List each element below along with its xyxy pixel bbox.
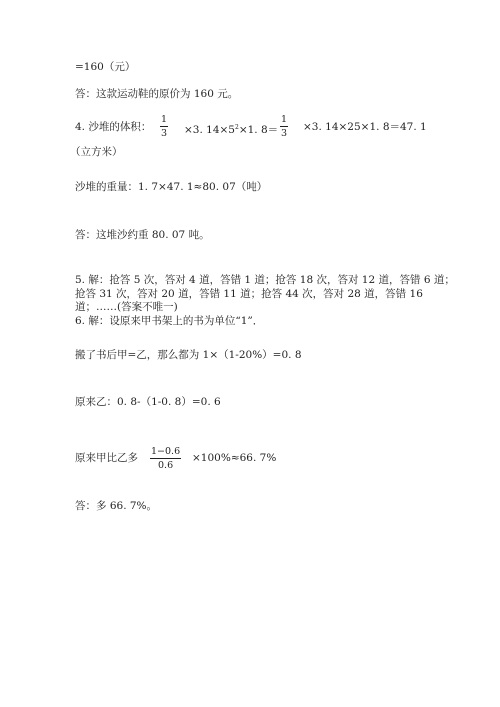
fraction-difference-ratio (150, 446, 181, 471)
problem6-setup: 6. 解：设原来甲书架上的书为单位“1”． (75, 315, 264, 327)
fraction-one-third (160, 114, 168, 139)
fraction-bar (150, 458, 181, 459)
answer-price: 答：这款运动鞋的原价为 160 元。 (75, 88, 239, 100)
fraction-denominator: 3 (281, 128, 288, 139)
sand-volume-expression-part2: ×3. 14×25×1. 8＝47. 1 (303, 121, 427, 133)
fraction-numerator: 1−0.6 (151, 446, 181, 457)
problem5-line1: 5. 解：抢答 5 次，答对 4 道，答错 1 道；抢答 18 次，答对 12 道，答错 6 道； (75, 274, 455, 286)
sand-volume-label: 4. 沙堆的体积： (75, 121, 152, 133)
original-b-equation: 原来乙：0. 8-（1-0. 8）=0. 6 (75, 396, 221, 408)
fraction-bar (160, 126, 168, 127)
exponent: 2 (235, 124, 239, 131)
sand-weight-equation: 沙堆的重量：1. 7×47. 1≈80. 07（吨） (75, 181, 268, 193)
problem5-line2: 抢答 31 次，答对 20 道，答错 11 道；抢答 44 次，答对 28 道，答错 16 (75, 288, 423, 300)
unit-cubic-meters: （立方米） (70, 146, 123, 158)
problem5-line3: 道；……(答案不唯一) (75, 301, 178, 313)
fraction-bar (280, 126, 288, 127)
price-equation: =160（元） (75, 61, 136, 73)
fraction-numerator: 1 (281, 114, 288, 125)
after-move-equation: 搬了书后甲=乙，那么都为 1×（1-20%）=0. 8 (75, 349, 302, 361)
sand-volume-expression-part1 (184, 121, 278, 137)
ratio-percent: ×100%≈66. 7% (192, 452, 277, 464)
fraction-one-third-2 (280, 114, 288, 139)
fraction-denominator: 0.6 (158, 460, 174, 471)
answer-percent: 答：多 66. 7%。 (75, 500, 158, 512)
ratio-label: 原来甲比乙多 (75, 452, 138, 464)
expr-text-2: ×1. 8＝ (238, 124, 279, 136)
answer-weight: 答：这堆沙约重 80. 07 吨。 (75, 229, 210, 241)
fraction-numerator: 1 (161, 114, 168, 125)
fraction-denominator: 3 (161, 128, 168, 139)
expr-text: ×3. 14×5 (184, 124, 235, 136)
